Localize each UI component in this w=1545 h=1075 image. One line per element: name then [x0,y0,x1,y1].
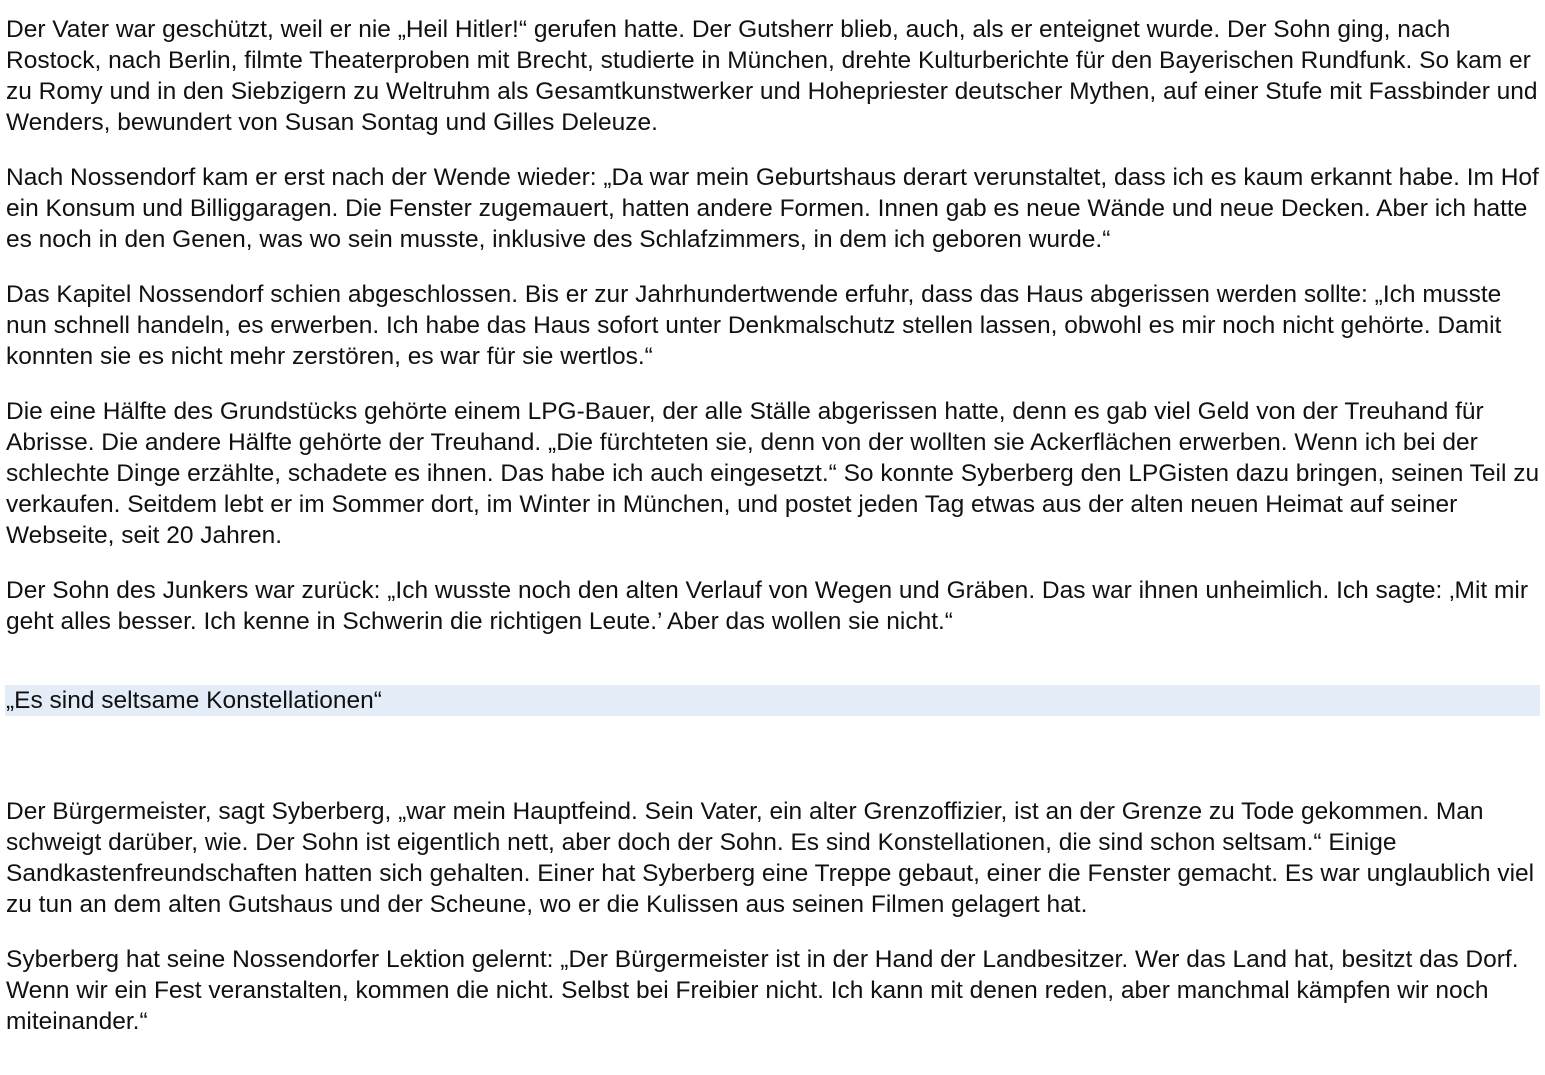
paragraph: Nach Nossendorf kam er erst nach der Wende wieder: „Da war mein Geburtshaus derart verunstaltet, dass ich es kaum erkannt habe. Im Hof ein Konsum und Billiggaragen. Die Fenster zugemauert, hatten andere Formen. Innen gab es neue Wände und neue Decken. Aber ich hatte es noch in den Genen, was wo sein musste, inklusive des Schlafzimmers, in dem ich geboren wurde.“ [6,164,1539,253]
paragraph: Der Vater war geschützt, weil er nie „Heil Hitler!“ gerufen hatte. Der Gutsherr blieb, auch, als er enteignet wurde. Der Sohn ging, nach Rostock, nach Berlin, filmte Theaterproben mit Brecht, studierte in München, drehte Kulturberichte für den Bayerischen Rundfunk. So kam er zu Romy und in den Siebzigern zu Weltruhm als Gesamtkunstwerker und Hohepriester deutscher Mythen, auf einer Stufe mit Fassbinder und Wenders, bewundert von Susan Sontag und Gilles Deleuze. [6,16,1538,136]
paragraph: Syberberg hat seine Nossendorfer Lektion gelernt: „Der Bürgermeister ist in der Hand der Landbesitzer. Wer das Land hat, besitzt das Dorf. Wenn wir ein Fest veranstalten, kommen die nicht. Selbst bei Freibier nicht. Ich kann mit denen reden, aber manchmal kämpfen wir noch miteinander.“ [6,946,1519,1035]
paragraph: Die eine Hälfte des Grundstücks gehörte einem LPG-Bauer, der alle Ställe abgerissen hatte, denn es gab viel Geld von der Treuhand für Abrisse. Die andere Hälfte gehörte der Treuhand. „Die fürchteten sie, denn von der wollten sie Ackerflächen erwerben. Wenn ich bei der schlechte Dinge erzählte, schadete es ihnen. Das habe ich auch eingesetzt.“ So konnte Syberberg den LPGisten dazu bringen, seinen Teil zu verkaufen. Seitdem lebt er im Sommer dort, im Winter in München, und postet jeden Tag etwas aus der alten neuen Heimat auf seiner Webseite, seit 20 Jahren. [6,398,1540,549]
article-body-lower [6,796,1540,1061]
paragraph: Der Sohn des Junkers war zurück: „Ich wusste noch den alten Verlauf von Wegen und Gräben. Das war ihnen unheimlich. Ich sagte: ‚Mit mir geht alles besser. Ich kenne in Schwerin die richtigen Leute.’ Aber das wollen sie nicht.“ [6,577,1529,635]
paragraph: Das Kapitel Nossendorf schien abgeschlossen. Bis er zur Jahrhundertwende erfuhr, dass das Haus abgerissen werden sollte: „Ich musste nun schnell handeln, es erwerben. Ich habe das Haus sofort unter Denkmalschutz stellen lassen, obwohl es mir noch nicht gehörte. Damit konnten sie es nicht mehr zerstören, es war für sie wertlos.“ [6,281,1502,370]
article-body-upper [6,14,1540,661]
section-subheading: „Es sind seltsame Konstellationen“ [5,685,1540,716]
paragraph: Der Bürgermeister, sagt Syberberg, „war mein Hauptfeind. Sein Vater, ein alter Grenzoffizier, ist an der Grenze zu Tode gekommen. Man schweigt darüber, wie. Der Sohn ist eigentlich nett, aber doch der Sohn. Es sind Konstellationen, die sind schon seltsam.“ Einige Sandkastenfreundschaften hatten sich gehalten. Einer hat Syberberg eine Treppe gebaut, einer die Fenster gemacht. Es war unglaublich viel zu tun an dem alten Gutshaus und der Scheune, wo er die Kulissen aus seinen Filmen gelagert hat. [6,798,1535,918]
